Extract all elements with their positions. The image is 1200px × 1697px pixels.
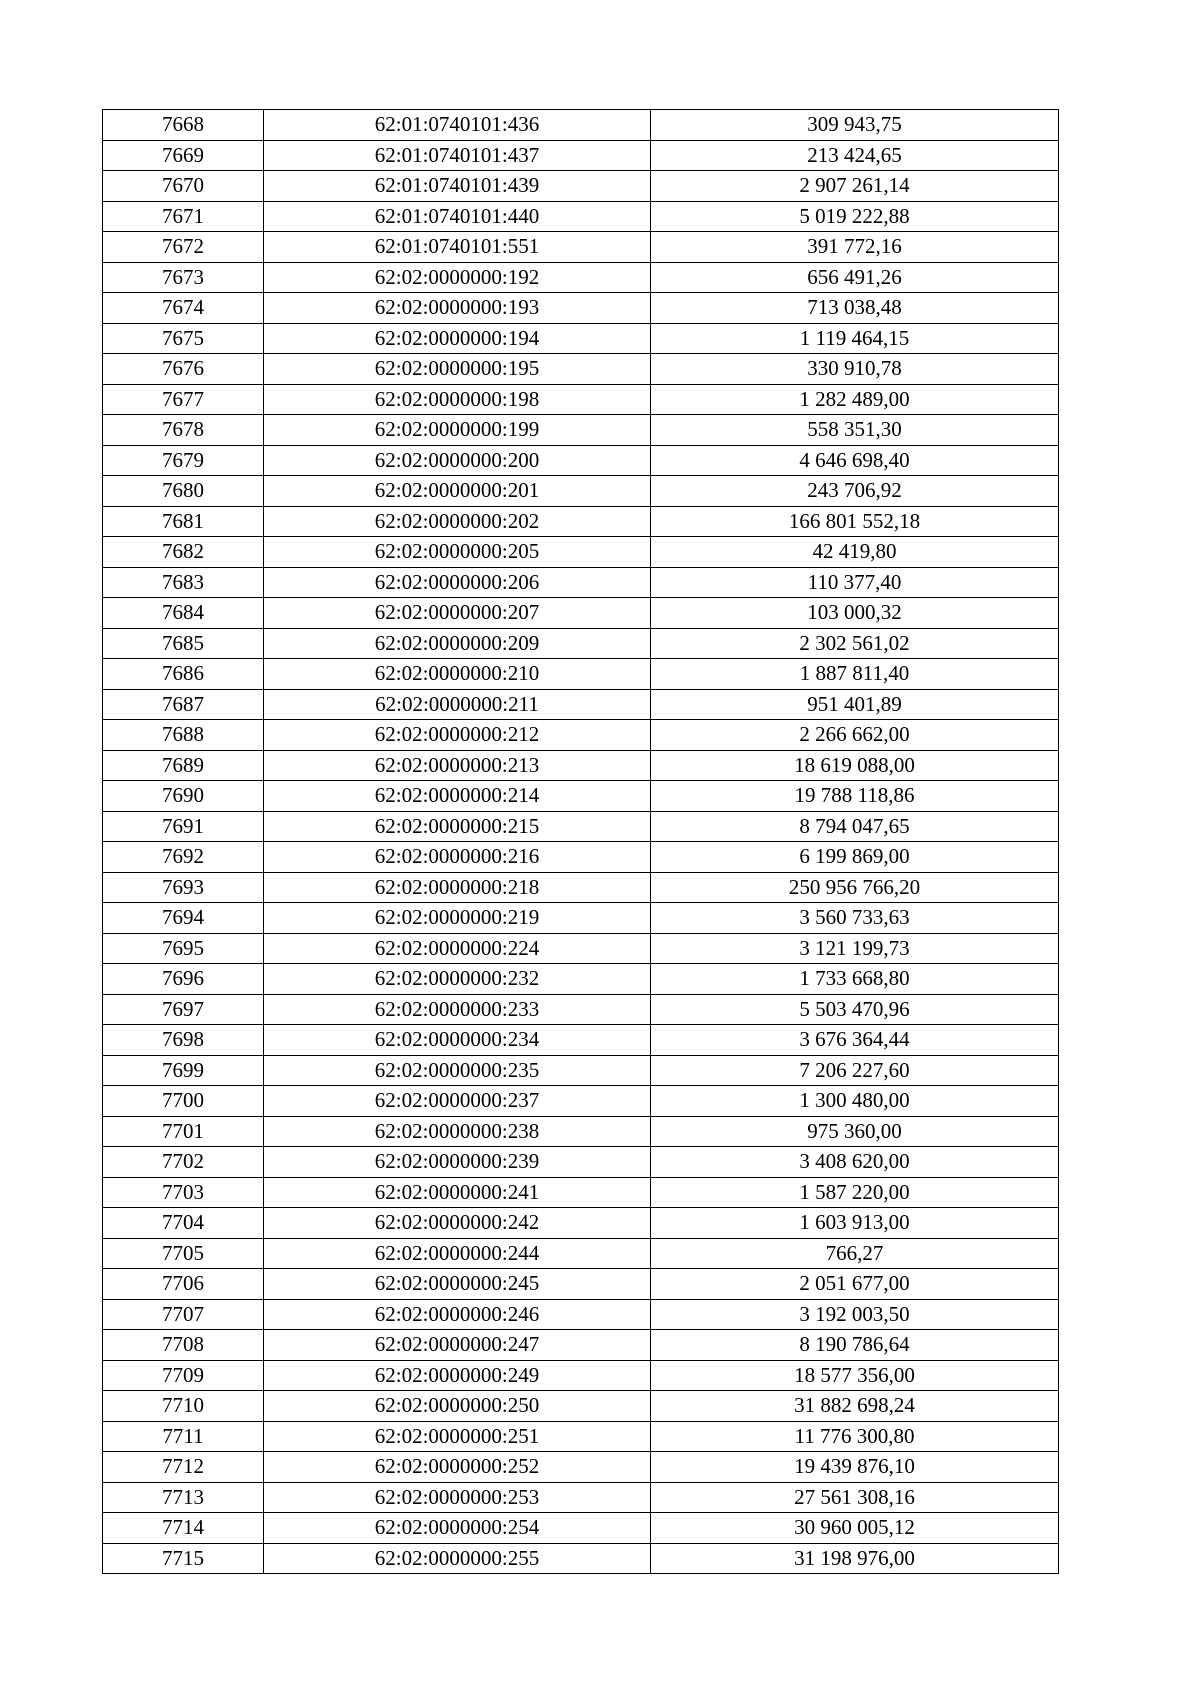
row-number-cell: 7696: [103, 964, 264, 995]
cadastral-number-cell: 62:02:0000000:192: [264, 262, 651, 293]
table-row: [103, 171, 1059, 202]
cadastral-value-cell: 2 266 662,00: [651, 720, 1059, 751]
cadastral-number-cell: 62:02:0000000:219: [264, 903, 651, 934]
row-number-cell: 7694: [103, 903, 264, 934]
cadastral-number-cell: 62:02:0000000:249: [264, 1360, 651, 1391]
table-row: [103, 1452, 1059, 1483]
table-row: [103, 140, 1059, 171]
row-number-cell: 7672: [103, 232, 264, 263]
row-number-cell: 7686: [103, 659, 264, 690]
table-row: [103, 1086, 1059, 1117]
row-number-cell: 7679: [103, 445, 264, 476]
row-number-cell: 7702: [103, 1147, 264, 1178]
table-row: [103, 964, 1059, 995]
cadastral-value-cell: 3 560 733,63: [651, 903, 1059, 934]
table-row: [103, 1513, 1059, 1544]
row-number-cell: 7706: [103, 1269, 264, 1300]
cadastral-number-cell: 62:02:0000000:194: [264, 323, 651, 354]
cadastral-value-cell: 1 587 220,00: [651, 1177, 1059, 1208]
cadastral-number-cell: 62:02:0000000:216: [264, 842, 651, 873]
row-number-cell: 7705: [103, 1238, 264, 1269]
table-row: [103, 872, 1059, 903]
cadastral-number-cell: 62:02:0000000:218: [264, 872, 651, 903]
row-number-cell: 7684: [103, 598, 264, 629]
table-row: [103, 567, 1059, 598]
table-row: [103, 537, 1059, 568]
cadastral-number-cell: 62:02:0000000:212: [264, 720, 651, 751]
cadastral-number-cell: 62:02:0000000:241: [264, 1177, 651, 1208]
table-row: [103, 811, 1059, 842]
row-number-cell: 7677: [103, 384, 264, 415]
table-row: [103, 1482, 1059, 1513]
cadastral-value-cell: 166 801 552,18: [651, 506, 1059, 537]
table-row: [103, 323, 1059, 354]
row-number-cell: 7709: [103, 1360, 264, 1391]
row-number-cell: 7680: [103, 476, 264, 507]
cadastral-number-cell: 62:02:0000000:252: [264, 1452, 651, 1483]
cadastral-number-cell: 62:02:0000000:239: [264, 1147, 651, 1178]
cadastral-value-cell: 2 051 677,00: [651, 1269, 1059, 1300]
row-number-cell: 7711: [103, 1421, 264, 1452]
table-row: [103, 1208, 1059, 1239]
cadastral-number-cell: 62:02:0000000:209: [264, 628, 651, 659]
cadastral-value-cell: 1 733 668,80: [651, 964, 1059, 995]
cadastral-number-cell: 62:02:0000000:207: [264, 598, 651, 629]
cadastral-number-cell: 62:02:0000000:246: [264, 1299, 651, 1330]
table-row: [103, 1421, 1059, 1452]
row-number-cell: 7697: [103, 994, 264, 1025]
row-number-cell: 7673: [103, 262, 264, 293]
table-row: [103, 476, 1059, 507]
cadastral-number-cell: 62:02:0000000:242: [264, 1208, 651, 1239]
cadastral-value-cell: 27 561 308,16: [651, 1482, 1059, 1513]
table-row: [103, 384, 1059, 415]
row-number-cell: 7707: [103, 1299, 264, 1330]
cadastral-value-cell: 19 788 118,86: [651, 781, 1059, 812]
row-number-cell: 7669: [103, 140, 264, 171]
cadastral-value-cell: 3 408 620,00: [651, 1147, 1059, 1178]
row-number-cell: 7690: [103, 781, 264, 812]
cadastral-value-cell: 4 646 698,40: [651, 445, 1059, 476]
table-row: [103, 598, 1059, 629]
cadastral-number-cell: 62:02:0000000:202: [264, 506, 651, 537]
cadastral-number-cell: 62:02:0000000:247: [264, 1330, 651, 1361]
cadastral-value-cell: 766,27: [651, 1238, 1059, 1269]
table-row: [103, 750, 1059, 781]
table-row: [103, 659, 1059, 690]
row-number-cell: 7714: [103, 1513, 264, 1544]
cadastral-value-cell: 3 676 364,44: [651, 1025, 1059, 1056]
table-row: [103, 1299, 1059, 1330]
cadastral-value-cell: 1 119 464,15: [651, 323, 1059, 354]
cadastral-number-cell: 62:01:0740101:437: [264, 140, 651, 171]
cadastral-value-cell: 30 960 005,12: [651, 1513, 1059, 1544]
row-number-cell: 7688: [103, 720, 264, 751]
cadastral-value-cell: 5 503 470,96: [651, 994, 1059, 1025]
cadastral-number-cell: 62:02:0000000:251: [264, 1421, 651, 1452]
cadastral-value-cell: 103 000,32: [651, 598, 1059, 629]
row-number-cell: 7683: [103, 567, 264, 598]
table-row: [103, 628, 1059, 659]
table-row: [103, 201, 1059, 232]
table-row: [103, 1269, 1059, 1300]
cadastral-number-cell: 62:01:0740101:439: [264, 171, 651, 202]
row-number-cell: 7670: [103, 171, 264, 202]
cadastral-value-cell: 1 603 913,00: [651, 1208, 1059, 1239]
cadastral-value-cell: 975 360,00: [651, 1116, 1059, 1147]
cadastral-number-cell: 62:02:0000000:254: [264, 1513, 651, 1544]
cadastral-value-cell: 558 351,30: [651, 415, 1059, 446]
row-number-cell: 7693: [103, 872, 264, 903]
table-row: [103, 933, 1059, 964]
row-number-cell: 7715: [103, 1543, 264, 1574]
row-number-cell: 7682: [103, 537, 264, 568]
row-number-cell: 7678: [103, 415, 264, 446]
cadastral-number-cell: 62:02:0000000:250: [264, 1391, 651, 1422]
row-number-cell: 7698: [103, 1025, 264, 1056]
cadastral-value-cell: 110 377,40: [651, 567, 1059, 598]
cadastral-value-cell: 1 887 811,40: [651, 659, 1059, 690]
cadastral-number-cell: 62:01:0740101:440: [264, 201, 651, 232]
row-number-cell: 7713: [103, 1482, 264, 1513]
table-row: [103, 1116, 1059, 1147]
table-row: [103, 1055, 1059, 1086]
row-number-cell: 7708: [103, 1330, 264, 1361]
row-number-cell: 7687: [103, 689, 264, 720]
cadastral-value-cell: 3 192 003,50: [651, 1299, 1059, 1330]
row-number-cell: 7689: [103, 750, 264, 781]
cadastral-value-cell: 1 282 489,00: [651, 384, 1059, 415]
cadastral-value-cell: 3 121 199,73: [651, 933, 1059, 964]
row-number-cell: 7699: [103, 1055, 264, 1086]
table-row: [103, 293, 1059, 324]
row-number-cell: 7681: [103, 506, 264, 537]
cadastral-number-cell: 62:02:0000000:245: [264, 1269, 651, 1300]
cadastral-number-cell: 62:01:0740101:436: [264, 110, 651, 141]
cadastral-number-cell: 62:02:0000000:195: [264, 354, 651, 385]
row-number-cell: 7701: [103, 1116, 264, 1147]
cadastral-number-cell: 62:02:0000000:198: [264, 384, 651, 415]
cadastral-value-cell: 31 198 976,00: [651, 1543, 1059, 1574]
row-number-cell: 7691: [103, 811, 264, 842]
cadastral-value-cell: 250 956 766,20: [651, 872, 1059, 903]
row-number-cell: 7710: [103, 1391, 264, 1422]
table-row: [103, 354, 1059, 385]
table-row: [103, 110, 1059, 141]
cadastral-number-cell: 62:02:0000000:253: [264, 1482, 651, 1513]
table-row: [103, 842, 1059, 873]
cadastral-number-cell: 62:02:0000000:215: [264, 811, 651, 842]
cadastral-value-cell: 6 199 869,00: [651, 842, 1059, 873]
cadastral-number-cell: 62:02:0000000:206: [264, 567, 651, 598]
table-row: [103, 903, 1059, 934]
cadastral-value-table: [102, 109, 1059, 1574]
table-row: [103, 994, 1059, 1025]
table-row: [103, 689, 1059, 720]
cadastral-value-cell: 243 706,92: [651, 476, 1059, 507]
cadastral-number-cell: 62:02:0000000:210: [264, 659, 651, 690]
row-number-cell: 7700: [103, 1086, 264, 1117]
row-number-cell: 7712: [103, 1452, 264, 1483]
table-row: [103, 232, 1059, 263]
cadastral-number-cell: 62:02:0000000:233: [264, 994, 651, 1025]
row-number-cell: 7675: [103, 323, 264, 354]
cadastral-value-cell: 18 577 356,00: [651, 1360, 1059, 1391]
cadastral-number-cell: 62:02:0000000:199: [264, 415, 651, 446]
table-row: [103, 1543, 1059, 1574]
table-row: [103, 781, 1059, 812]
cadastral-value-cell: 213 424,65: [651, 140, 1059, 171]
row-number-cell: 7703: [103, 1177, 264, 1208]
row-number-cell: 7668: [103, 110, 264, 141]
cadastral-number-cell: 62:02:0000000:193: [264, 293, 651, 324]
table-row: [103, 1025, 1059, 1056]
table-row: [103, 1147, 1059, 1178]
cadastral-number-cell: 62:02:0000000:237: [264, 1086, 651, 1117]
cadastral-number-cell: 62:02:0000000:232: [264, 964, 651, 995]
row-number-cell: 7685: [103, 628, 264, 659]
table-row: [103, 445, 1059, 476]
table-row: [103, 1330, 1059, 1361]
cadastral-value-cell: 2 302 561,02: [651, 628, 1059, 659]
row-number-cell: 7704: [103, 1208, 264, 1239]
cadastral-value-cell: 1 300 480,00: [651, 1086, 1059, 1117]
cadastral-number-cell: 62:02:0000000:205: [264, 537, 651, 568]
table-body: [103, 110, 1059, 1574]
cadastral-number-cell: 62:02:0000000:200: [264, 445, 651, 476]
cadastral-value-cell: 42 419,80: [651, 537, 1059, 568]
cadastral-value-cell: 8 190 786,64: [651, 1330, 1059, 1361]
table-row: [103, 1360, 1059, 1391]
cadastral-value-cell: 18 619 088,00: [651, 750, 1059, 781]
cadastral-number-cell: 62:02:0000000:238: [264, 1116, 651, 1147]
cadastral-number-cell: 62:02:0000000:224: [264, 933, 651, 964]
table-row: [103, 720, 1059, 751]
row-number-cell: 7671: [103, 201, 264, 232]
table-row: [103, 506, 1059, 537]
cadastral-value-cell: 5 019 222,88: [651, 201, 1059, 232]
cadastral-value-cell: 391 772,16: [651, 232, 1059, 263]
cadastral-number-cell: 62:01:0740101:551: [264, 232, 651, 263]
table-row: [103, 262, 1059, 293]
cadastral-value-cell: 8 794 047,65: [651, 811, 1059, 842]
cadastral-number-cell: 62:02:0000000:211: [264, 689, 651, 720]
row-number-cell: 7692: [103, 842, 264, 873]
cadastral-value-cell: 309 943,75: [651, 110, 1059, 141]
cadastral-value-cell: 11 776 300,80: [651, 1421, 1059, 1452]
cadastral-number-cell: 62:02:0000000:214: [264, 781, 651, 812]
table-row: [103, 1177, 1059, 1208]
table-row: [103, 1391, 1059, 1422]
cadastral-value-cell: 656 491,26: [651, 262, 1059, 293]
cadastral-value-cell: 713 038,48: [651, 293, 1059, 324]
cadastral-number-cell: 62:02:0000000:234: [264, 1025, 651, 1056]
cadastral-value-cell: 31 882 698,24: [651, 1391, 1059, 1422]
cadastral-value-cell: 7 206 227,60: [651, 1055, 1059, 1086]
cadastral-value-cell: 19 439 876,10: [651, 1452, 1059, 1483]
table-row: [103, 1238, 1059, 1269]
cadastral-number-cell: 62:02:0000000:244: [264, 1238, 651, 1269]
row-number-cell: 7695: [103, 933, 264, 964]
cadastral-number-cell: 62:02:0000000:201: [264, 476, 651, 507]
cadastral-value-cell: 2 907 261,14: [651, 171, 1059, 202]
cadastral-number-cell: 62:02:0000000:213: [264, 750, 651, 781]
table-row: [103, 415, 1059, 446]
cadastral-value-cell: 330 910,78: [651, 354, 1059, 385]
cadastral-number-cell: 62:02:0000000:235: [264, 1055, 651, 1086]
cadastral-value-cell: 951 401,89: [651, 689, 1059, 720]
cadastral-number-cell: 62:02:0000000:255: [264, 1543, 651, 1574]
row-number-cell: 7676: [103, 354, 264, 385]
row-number-cell: 7674: [103, 293, 264, 324]
